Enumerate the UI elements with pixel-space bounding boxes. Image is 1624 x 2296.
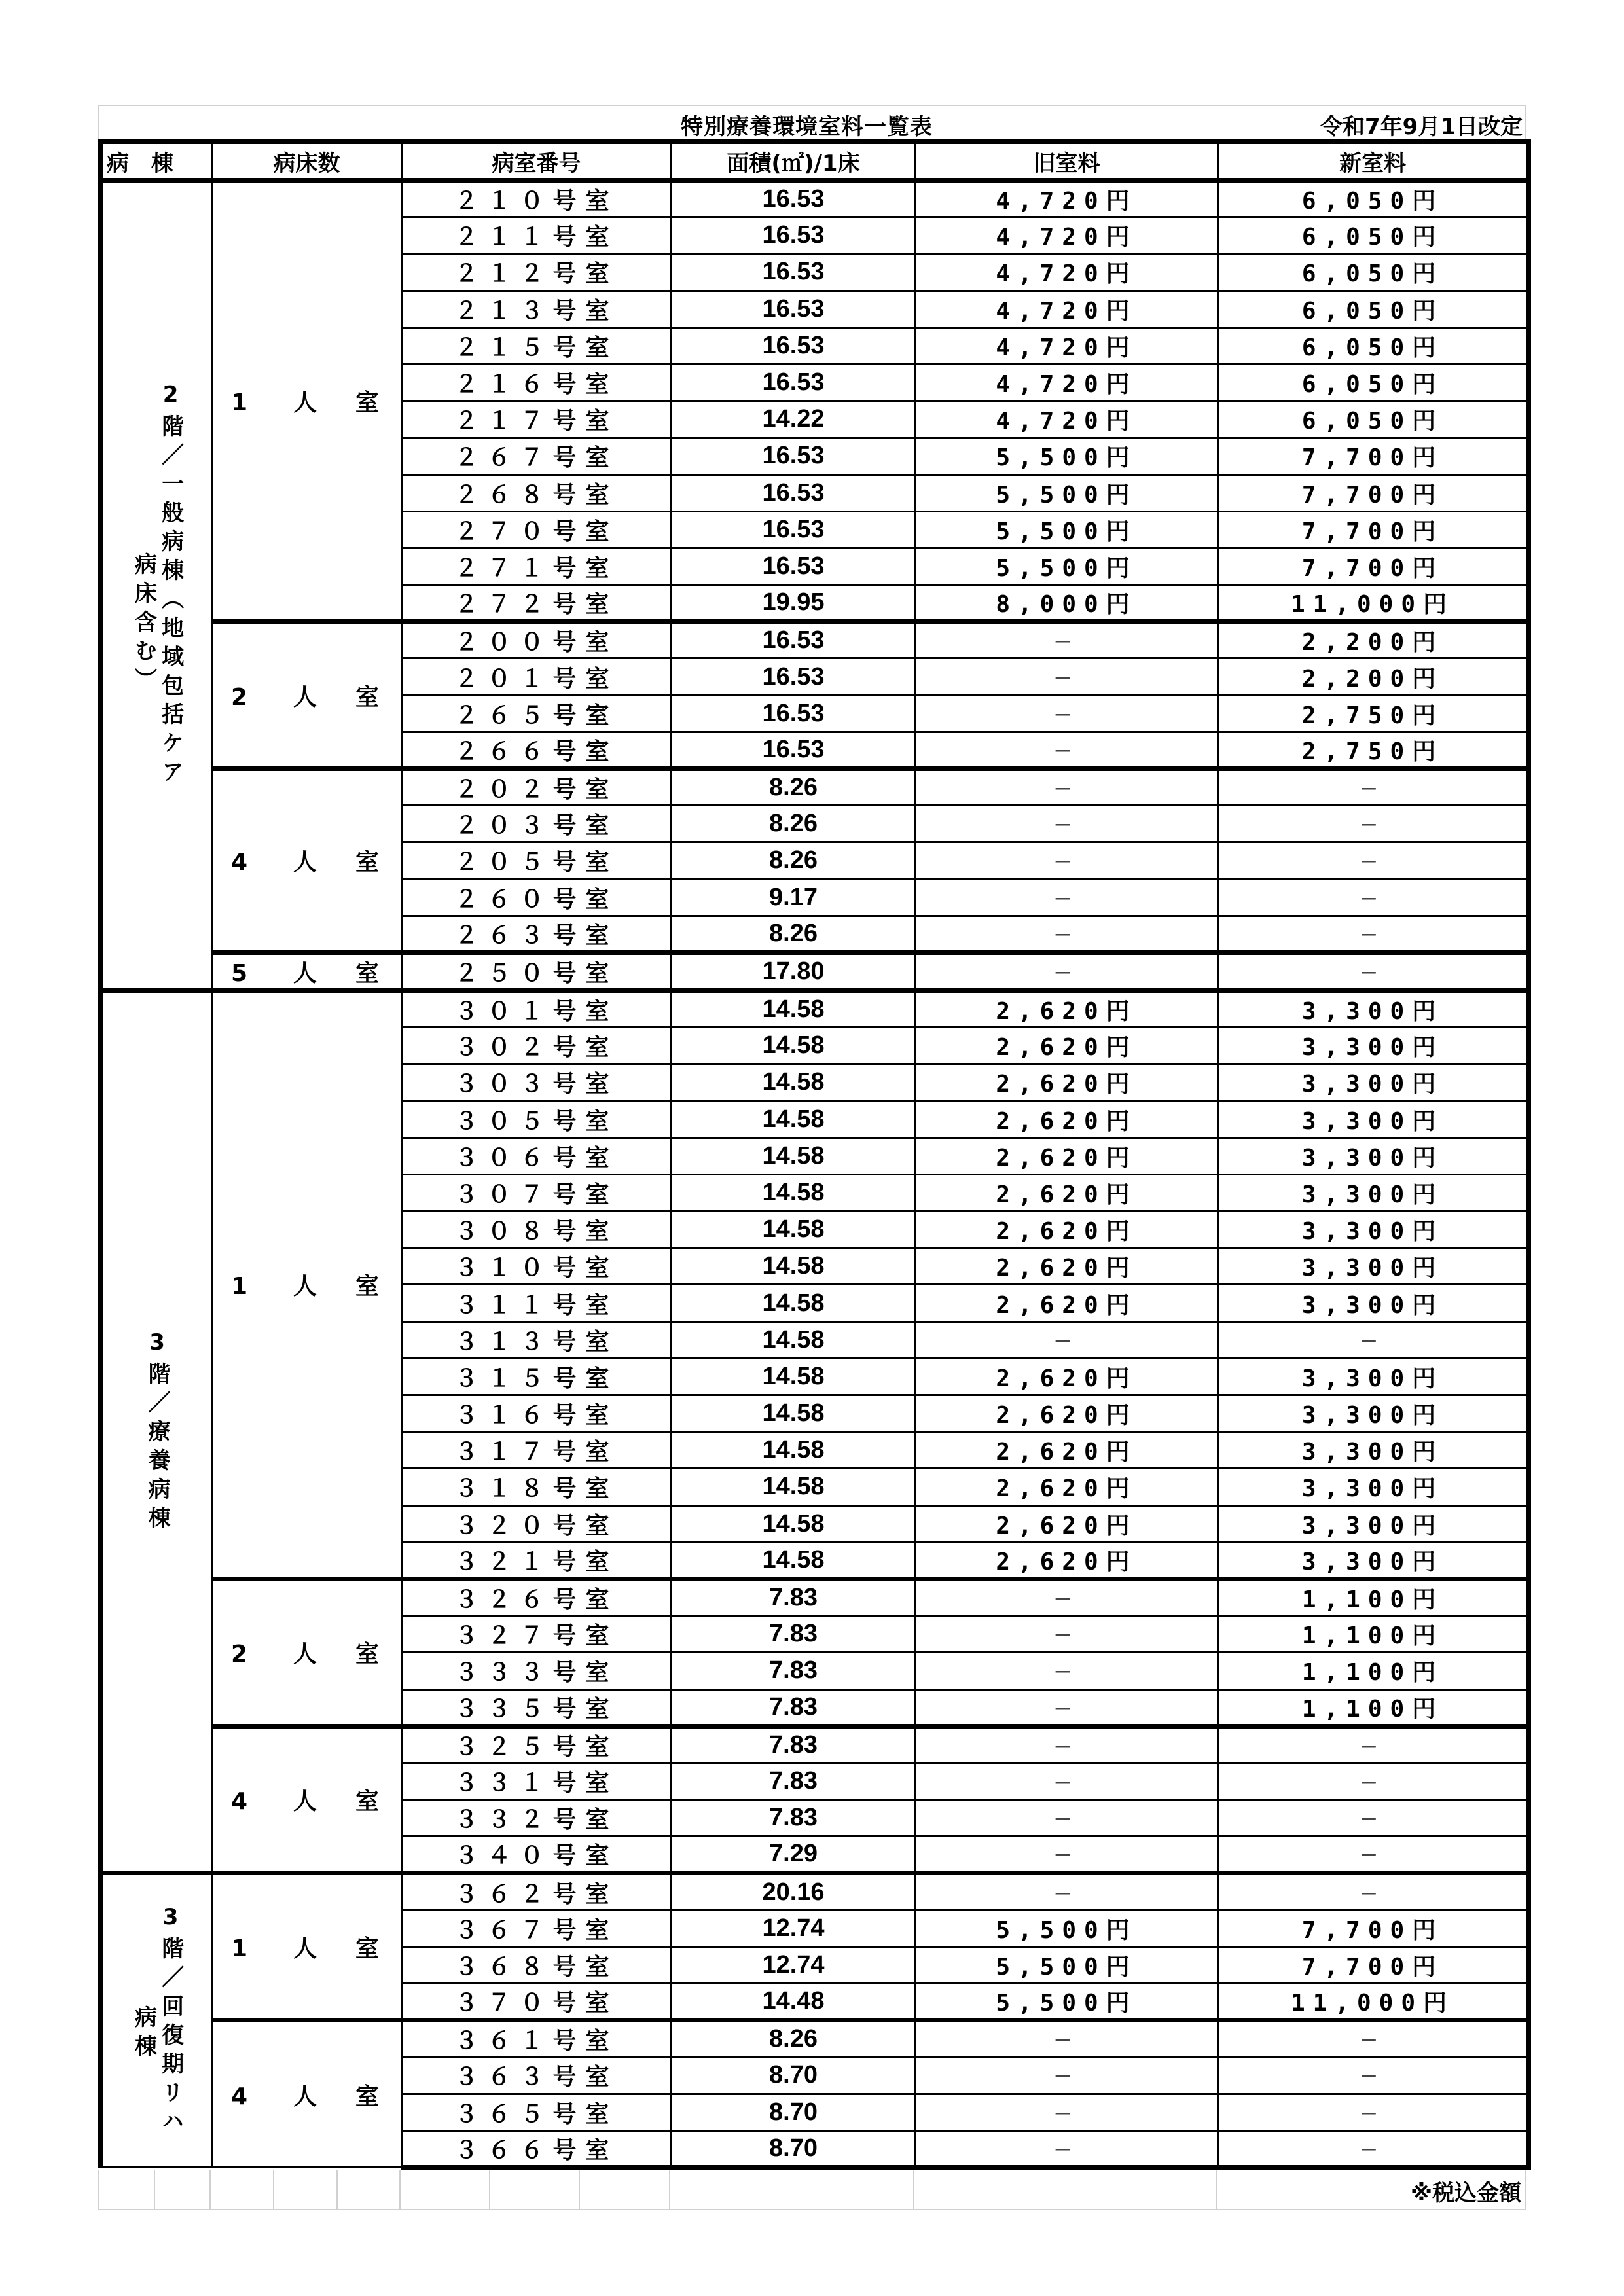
new-fee: 1,100円 [1218,1689,1529,1726]
room-area: 16.53 [672,217,916,254]
bed-type-part: 2 [231,683,248,711]
new-fee: 11,000円 [1218,1984,1529,2020]
new-fee: ― [1218,1726,1529,1763]
new-fee: ― [1218,2020,1529,2057]
old-fee: 4,720円 [916,364,1218,401]
new-fee: 3,300円 [1218,1211,1529,1248]
old-fee: ― [916,1321,1218,1358]
room-number: ２０３号室 [402,806,672,842]
new-fee: 6,050円 [1218,254,1529,291]
old-fee: 2,620円 [916,1395,1218,1432]
table-row [101,1726,1529,1763]
new-fee: ― [1218,2094,1529,2130]
new-fee: 3,300円 [1218,1101,1529,1138]
new-fee: 7,700円 [1218,1910,1529,1946]
ward-label-cell [101,990,212,1873]
old-fee: 2,620円 [916,1028,1218,1064]
new-fee: 3,300円 [1218,1064,1529,1101]
bed-type-part: 2 [231,1641,248,1668]
bed-type-cell [212,1726,402,1873]
footer-cell [914,2170,1217,2209]
room-number: ３１５号室 [402,1358,672,1395]
ward-label-main: 2階／一般病棟（地域包括ケア [157,382,184,789]
old-fee: ― [916,806,1218,842]
bed-type-part: 人 [293,389,317,417]
table-row [101,181,1529,217]
room-area: 14.58 [672,1211,916,1248]
table-row [101,990,1529,1027]
room-number: ３０２号室 [402,1028,672,1064]
room-area: 16.53 [672,181,916,217]
room-number: ２０５号室 [402,842,672,879]
room-area: 7.83 [672,1726,916,1763]
bed-type-part: 室 [355,1935,380,1962]
old-fee: 2,620円 [916,990,1218,1027]
room-number: ２１２号室 [402,254,672,291]
bed-type-part: 室 [355,683,380,711]
bed-type-part: 室 [355,960,380,987]
bed-type-part: 室 [355,2083,380,2110]
room-number: ２５０号室 [402,952,672,990]
bed-type-part: 1 [231,1935,248,1962]
ward-label-main: 3階／回復期リハ [157,1903,184,2138]
room-area: 7.83 [672,1763,916,1799]
room-number: ３１７号室 [402,1432,672,1469]
new-fee: 3,300円 [1218,1505,1529,1542]
room-number: ３０１号室 [402,990,672,1027]
room-area: 14.58 [672,1432,916,1469]
tax-included-note: ※税込金額 [1410,2179,1521,2206]
new-fee: 6,050円 [1218,364,1529,401]
new-fee: ― [1218,2057,1529,2094]
new-fee: 6,050円 [1218,217,1529,254]
old-fee: 5,500円 [916,511,1218,548]
room-number: ３２１号室 [402,1542,672,1579]
bed-type-part: 人 [293,683,317,711]
bed-type-cell [212,1579,402,1726]
room-area: 7.83 [672,1653,916,1689]
room-number: ２６７号室 [402,438,672,475]
old-fee: 2,620円 [916,1285,1218,1321]
bed-type-part: 4 [231,2083,248,2110]
new-fee: 1,100円 [1218,1616,1529,1653]
new-fee: 6,050円 [1218,181,1529,217]
new-fee: 1,100円 [1218,1579,1529,1615]
room-area: 16.53 [672,327,916,364]
bed-type-part: 人 [293,960,317,987]
ward-label-cell [101,1873,212,2168]
header-row [101,142,1529,181]
room-number: ３０８号室 [402,1211,672,1248]
room-area: 14.58 [672,1469,916,1505]
room-number: ２１３号室 [402,291,672,327]
new-fee: ― [1218,842,1529,879]
footer-cell [580,2170,670,2209]
ward-label-sub: 病棟 [130,2005,157,2063]
bed-type-cell [212,622,402,769]
old-fee: 4,720円 [916,217,1218,254]
room-area: 14.58 [672,1358,916,1395]
room-area: 14.58 [672,1542,916,1579]
room-number: ３２６号室 [402,1579,672,1615]
room-area: 16.53 [672,438,916,475]
bed-type-cell [212,181,402,622]
new-fee: 7,700円 [1218,548,1529,584]
room-fee-table [98,139,1531,2170]
room-area: 8.26 [672,769,916,806]
old-fee: ― [916,2020,1218,2057]
old-fee: 2,620円 [916,1542,1218,1579]
room-number: ２１０号室 [402,181,672,217]
old-fee: ― [916,1873,1218,1910]
room-area: 16.53 [672,511,916,548]
room-area: 9.17 [672,879,916,916]
bed-type-cell [212,769,402,953]
bed-type-part: 人 [293,1788,317,1816]
old-fee: 2,620円 [916,1248,1218,1285]
bed-type-part: 人 [293,1935,317,1962]
new-fee: 6,050円 [1218,401,1529,438]
old-fee: ― [916,1689,1218,1726]
old-fee: ― [916,2057,1218,2094]
bed-type-part: 室 [355,1641,380,1668]
room-number: ２０２号室 [402,769,672,806]
bed-type-cell [212,952,402,990]
table-row [101,2020,1529,2057]
old-fee: 4,720円 [916,254,1218,291]
room-area: 14.58 [672,990,916,1027]
room-number: ２６０号室 [402,879,672,916]
room-area: 17.80 [672,952,916,990]
room-number: ３０６号室 [402,1138,672,1174]
old-fee: ― [916,1726,1218,1763]
room-number: ３２０号室 [402,1505,672,1542]
footer-cell [490,2170,580,2209]
room-number: ３１１号室 [402,1285,672,1321]
old-fee: 8,000円 [916,585,1218,622]
old-fee: 5,500円 [916,548,1218,584]
room-area: 8.26 [672,806,916,842]
document-title: 特別療養環境室料一覧表 [681,114,933,140]
new-fee: 2,750円 [1218,732,1529,768]
old-fee: 4,720円 [916,327,1218,364]
room-area: 19.95 [672,585,916,622]
header-room: 病室番号 [402,142,672,181]
old-fee: 5,500円 [916,1946,1218,1983]
room-number: ２１７号室 [402,401,672,438]
old-fee: ― [916,695,1218,732]
room-area: 14.58 [672,1321,916,1358]
bed-type-part: 人 [293,2083,317,2110]
table-row [101,1873,1529,1910]
old-fee: 2,620円 [916,1064,1218,1101]
bed-type-part: 人 [293,849,317,876]
new-fee: 3,300円 [1218,1358,1529,1395]
new-fee: 6,050円 [1218,327,1529,364]
room-number: ２７０号室 [402,511,672,548]
new-fee: 3,300円 [1218,1028,1529,1064]
bed-type-part: 室 [355,1273,380,1300]
room-number: ３３１号室 [402,1763,672,1799]
room-area: 16.53 [672,291,916,327]
footer-cell [401,2170,490,2209]
old-fee: 4,720円 [916,181,1218,217]
room-number: ３３５号室 [402,1689,672,1726]
new-fee: 3,300円 [1218,1174,1529,1211]
room-number: ３３２号室 [402,1800,672,1837]
room-area: 14.58 [672,1248,916,1285]
room-number: ３０５号室 [402,1101,672,1138]
room-area: 8.26 [672,2020,916,2057]
room-number: ２７１号室 [402,548,672,584]
new-fee: ― [1218,916,1529,952]
room-number: ３２５号室 [402,1726,672,1763]
new-fee: ― [1218,769,1529,806]
room-number: ３０７号室 [402,1174,672,1211]
room-area: 7.83 [672,1800,916,1837]
new-fee: 7,700円 [1218,511,1529,548]
room-area: 14.58 [672,1174,916,1211]
room-area: 8.26 [672,842,916,879]
new-fee: ― [1218,879,1529,916]
new-fee: 1,100円 [1218,1653,1529,1689]
room-area: 16.53 [672,548,916,584]
table-row [101,952,1529,990]
ward-label-sub: 病床含む） [130,552,157,697]
old-fee: 4,720円 [916,291,1218,327]
room-number: ３６６号室 [402,2130,672,2167]
footer-cell [274,2170,338,2209]
room-number: ３６３号室 [402,2057,672,2094]
new-fee: ― [1218,1321,1529,1358]
bed-type-part: 人 [293,1273,317,1300]
room-number: ３１３号室 [402,1321,672,1358]
header-area: 面積(㎡)/1床 [672,142,916,181]
new-fee: 7,700円 [1218,475,1529,511]
old-fee: 2,620円 [916,1505,1218,1542]
room-area: 12.74 [672,1910,916,1946]
room-area: 8.26 [672,916,916,952]
bed-type-part: 室 [355,389,380,417]
old-fee: ― [916,658,1218,695]
fee-sheet [98,105,1526,2210]
old-fee: ― [916,2094,1218,2130]
room-number: ３３３号室 [402,1653,672,1689]
old-fee: ― [916,916,1218,952]
room-area: 12.74 [672,1946,916,1983]
revision-date: 令和7年9月1日改定 [1320,114,1523,140]
new-fee: 3,300円 [1218,1395,1529,1432]
bed-type-cell [212,2020,402,2168]
old-fee: ― [916,842,1218,879]
old-fee: ― [916,1800,1218,1837]
new-fee: 2,750円 [1218,695,1529,732]
room-area: 14.58 [672,1285,916,1321]
room-area: 14.58 [672,1064,916,1101]
new-fee: ― [1218,1763,1529,1799]
old-fee: ― [916,1653,1218,1689]
new-fee: 7,700円 [1218,1946,1529,1983]
new-fee: ― [1218,1873,1529,1910]
ward-label-cell [101,181,212,991]
room-area: 14.58 [672,1138,916,1174]
room-area: 14.58 [672,1395,916,1432]
room-number: ３６５号室 [402,2094,672,2130]
old-fee: ― [916,1763,1218,1799]
room-area: 7.83 [672,1579,916,1615]
old-fee: ― [916,1616,1218,1653]
old-fee: 2,620円 [916,1211,1218,1248]
table-body [101,181,1529,2168]
old-fee: 2,620円 [916,1174,1218,1211]
room-number: ３０３号室 [402,1064,672,1101]
footer-cell [670,2170,914,2209]
room-number: ２６５号室 [402,695,672,732]
room-area: 14.48 [672,1984,916,2020]
header-ward: 病 棟 [101,142,212,181]
old-fee: ― [916,732,1218,768]
room-area: 16.53 [672,254,916,291]
room-area: 8.70 [672,2130,916,2167]
room-area: 7.83 [672,1616,916,1653]
room-number: ２１６号室 [402,364,672,401]
footer-row [98,2170,1526,2210]
new-fee: 6,050円 [1218,291,1529,327]
bed-type-cell [212,990,402,1579]
footer-cell [211,2170,274,2209]
bed-type-part: 室 [355,1788,380,1816]
room-area: 8.70 [672,2094,916,2130]
room-number: ２６６号室 [402,732,672,768]
room-number: ３１６号室 [402,1395,672,1432]
old-fee: ― [916,2130,1218,2167]
room-area: 7.83 [672,1689,916,1726]
new-fee: 3,300円 [1218,1285,1529,1321]
footer-cell [338,2170,401,2209]
new-fee: 3,300円 [1218,990,1529,1027]
room-number: ２１１号室 [402,217,672,254]
room-number: ３４０号室 [402,1837,672,1873]
room-area: 16.53 [672,475,916,511]
new-fee: 3,300円 [1218,1432,1529,1469]
old-fee: 5,500円 [916,1984,1218,2020]
room-number: ３６２号室 [402,1873,672,1910]
table-row [101,622,1529,658]
room-area: 14.58 [672,1101,916,1138]
header-new-fee: 新室料 [1218,142,1529,181]
header-beds: 病床数 [212,142,402,181]
new-fee: 3,300円 [1218,1542,1529,1579]
room-number: ３１８号室 [402,1469,672,1505]
old-fee: ― [916,1837,1218,1873]
bed-type-part: 人 [293,1641,317,1668]
old-fee: 5,500円 [916,1910,1218,1946]
bed-type-cell [212,1873,402,2020]
old-fee: 4,720円 [916,401,1218,438]
new-fee: 3,300円 [1218,1138,1529,1174]
new-fee: 7,700円 [1218,438,1529,475]
room-number: ３６８号室 [402,1946,672,1983]
room-number: ３７０号室 [402,1984,672,2020]
room-number: ２６８号室 [402,475,672,511]
room-area: 8.70 [672,2057,916,2094]
bed-type-part: 1 [231,389,248,417]
footer-cell [99,2170,155,2209]
new-fee: 2,200円 [1218,622,1529,658]
room-number: ２００号室 [402,622,672,658]
room-area: 16.53 [672,622,916,658]
title-bar [98,105,1526,139]
room-area: 7.29 [672,1837,916,1873]
room-number: ３６７号室 [402,1910,672,1946]
old-fee: ― [916,952,1218,990]
bed-type-part: 室 [355,849,380,876]
old-fee: 2,620円 [916,1138,1218,1174]
old-fee: 2,620円 [916,1469,1218,1505]
new-fee: 11,000円 [1218,585,1529,622]
room-area: 16.53 [672,364,916,401]
table-row [101,1579,1529,1615]
old-fee: 2,620円 [916,1432,1218,1469]
room-number: ２０１号室 [402,658,672,695]
old-fee: 2,620円 [916,1358,1218,1395]
room-area: 14.22 [672,401,916,438]
old-fee: 5,500円 [916,438,1218,475]
old-fee: ― [916,879,1218,916]
room-number: ２７２号室 [402,585,672,622]
ward-label-main: 3階／療養病棟 [144,1329,171,1535]
room-number: ２１５号室 [402,327,672,364]
room-area: 16.53 [672,658,916,695]
table-row [101,769,1529,806]
header-old-fee: 旧室料 [916,142,1218,181]
old-fee: ― [916,622,1218,658]
new-fee: ― [1218,1837,1529,1873]
bed-type-part: 4 [231,1788,248,1816]
new-fee: 3,300円 [1218,1248,1529,1285]
room-number: ３１０号室 [402,1248,672,1285]
room-area: 20.16 [672,1873,916,1910]
room-number: ２６３号室 [402,916,672,952]
old-fee: 2,620円 [916,1101,1218,1138]
new-fee: ― [1218,1800,1529,1837]
bed-type-part: 4 [231,849,248,876]
room-area: 14.58 [672,1505,916,1542]
room-number: ３２７号室 [402,1616,672,1653]
new-fee: 3,300円 [1218,1469,1529,1505]
new-fee: ― [1218,2130,1529,2167]
old-fee: 5,500円 [916,475,1218,511]
room-area: 16.53 [672,695,916,732]
room-area: 14.58 [672,1028,916,1064]
room-number: ３６１号室 [402,2020,672,2057]
new-fee: ― [1218,952,1529,990]
old-fee: ― [916,1579,1218,1615]
new-fee: 2,200円 [1218,658,1529,695]
footer-cell [155,2170,211,2209]
old-fee: ― [916,769,1218,806]
room-area: 16.53 [672,732,916,768]
new-fee: ― [1218,806,1529,842]
bed-type-part: 5 [231,960,248,987]
bed-type-part: 1 [231,1273,248,1300]
